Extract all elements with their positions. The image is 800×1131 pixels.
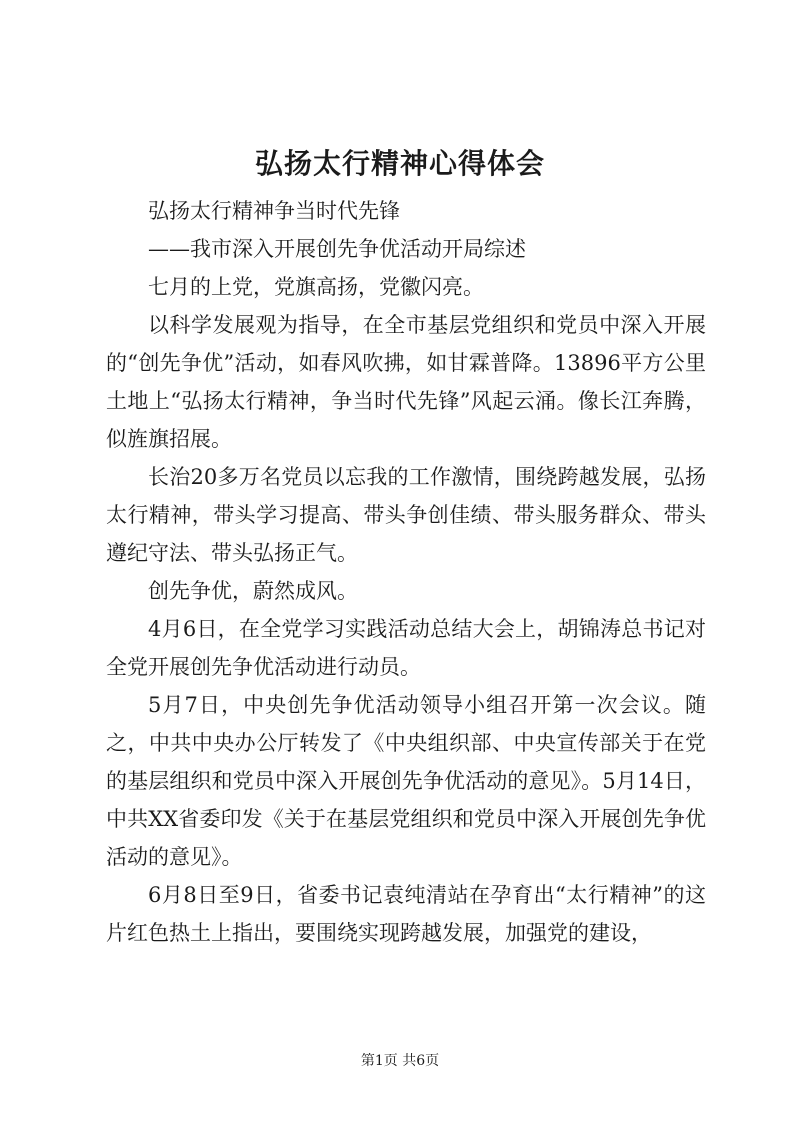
paragraph: 七月的上党，党旗高扬，党徽闪亮。 — [148, 275, 484, 299]
document-title: 弘扬太行精神心得体会 — [254, 147, 545, 180]
paragraph: 长治20多万名党员以忘我的工作激情，围绕跨越发展，弘扬太行精神，带头学习提高、带头争创佳绩、带头服务群众、带头遵纪守法、带头弘扬正气。 — [106, 465, 706, 565]
paragraph: 以科学发展观为指导，在全市基层党组织和党员中深入开展的“创先争优”活动，如春风吹拂，如甘霖普降。13896平方公里土地上“弘扬太行精神，争当时代先锋”风起云涌。像长江奔腾，似旌旗招展。 — [106, 313, 706, 451]
paragraph: 6月8日至9日，省委书记袁纯清站在孕育出“太行精神”的这片红色热土上指出，要围绕实现跨越发展，加强党的建设， — [106, 883, 706, 945]
document-body — [106, 192, 706, 952]
page-footer: 第1页 共6页 — [360, 1053, 440, 1069]
paragraph: 5月7日，中央创先争优活动领导小组召开第一次会议。随之，中共中央办公厅转发了《中央组织部、中央宣传部关于在党的基层组织和党员中深入开展创先争优活动的意见》。5月14日，中共XX省委印发《关于在基层党组织和党员中深入开展创先争优活动的意见》。 — [106, 693, 706, 869]
paragraph-subheading: ——我市深入开展创先争优活动开局综述 — [148, 237, 526, 261]
paragraph-subtitle: 弘扬太行精神争当时代先锋 — [148, 199, 400, 223]
paragraph: 4月6日，在全党学习实践活动总结大会上，胡锦涛总书记对全党开展创先争优活动进行动员。 — [106, 617, 706, 679]
paragraph: 创先争优，蔚然成风。 — [148, 579, 358, 603]
